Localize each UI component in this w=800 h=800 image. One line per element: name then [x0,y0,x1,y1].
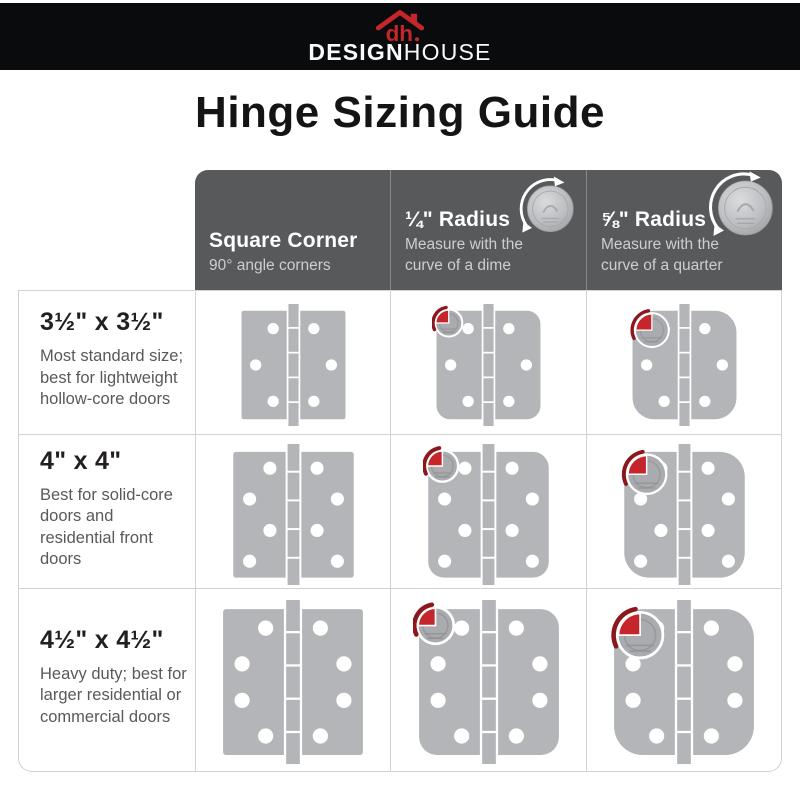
hinge-cell-3half-five-eighths-radius [586,290,782,434]
hinge-size-description: Most standard size; best for lightweight hollow-core doors [40,347,184,409]
page-title: Hinge Sizing Guide [195,88,605,137]
quarter-coin-icon [703,171,777,245]
hinge-illustration [432,304,545,426]
svg-text:dh: dh [385,20,414,43]
hinge-cell-4inch-square [195,434,390,588]
hinge-cell-3half-quarter-radius [390,290,586,434]
hinge-size-label: 4½" x 4½" [40,625,164,654]
dh-house-logo-icon [368,9,432,43]
hinge-size-description: Heavy duty; best for larger residential or commercial doors [40,664,187,726]
hinge-size-table [18,170,782,772]
column-title: ⅝" Radius [601,208,707,232]
hinge-illustration [228,444,359,585]
hinge-cell-4half-quarter-radius [390,588,586,772]
hinge-cell-4inch-quarter-radius [390,434,586,588]
brand-name-design: DESIGN [308,39,404,65]
column-subtitle: Measure with the curve of a dime [405,236,524,274]
hinge-size-description: Best for solid-core doors and residential front doors [40,485,173,568]
hinge-illustration [608,600,760,764]
column-title: Square Corner [209,228,358,252]
hinge-cell-4half-five-eighths-radius [586,588,782,772]
brand-name [308,41,491,64]
row-label-4inch [18,434,195,588]
hinge-cell-4half-square [195,588,390,772]
row-label-4half [18,588,195,772]
hinge-illustration [423,444,554,585]
header-spacer-cell [18,170,195,290]
dime-coin-icon [514,176,576,238]
hinge-size-label: 3½" x 3½" [40,308,164,337]
row-label-3half [18,290,195,434]
column-header-five-eighths-radius [586,170,782,290]
brand-header-bar [0,3,800,70]
column-title: ¼" Radius [405,208,511,232]
hinge-cell-4inch-five-eighths-radius [586,434,782,588]
hinge-illustration [628,304,741,426]
hinge-illustration [217,600,369,764]
hinge-illustration [237,304,350,426]
column-subtitle: Measure with the curve of a quarter [601,236,723,274]
column-header-quarter-radius [390,170,586,290]
hinge-size-label: 4" x 4" [40,446,122,475]
hinge-illustration [619,444,750,585]
hinge-cell-3half-square [195,290,390,434]
column-header-square-corner [195,170,390,290]
brand-name-house: HOUSE [403,39,492,65]
hinge-illustration [413,600,565,764]
column-subtitle: 90° angle corners [209,256,331,274]
designhouse-logo [308,9,491,64]
